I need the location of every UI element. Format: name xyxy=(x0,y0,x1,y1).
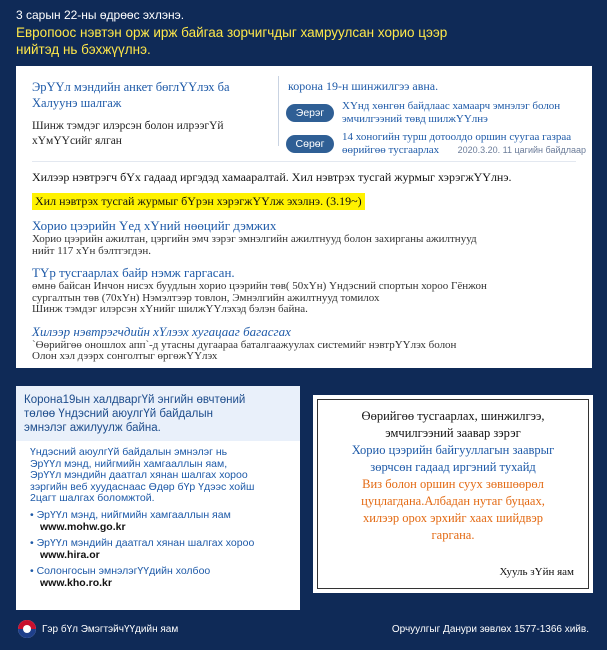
body-line: ЭрҮҮл мэнд, нийгмийн хамгааллын яам, xyxy=(30,457,228,470)
result-row-positive xyxy=(286,100,586,125)
notice-line: хилээр орох эрхийг хаах шийдвэр xyxy=(362,511,544,525)
notice-line: эмчилгээний заавар зэрэг xyxy=(385,426,521,440)
link-mohw[interactable] xyxy=(30,509,290,533)
survey-title-line-1: ЭрҮҮл мэндийн анкет бөглҮҮлэх ба xyxy=(32,80,230,94)
heading-line-3: эмнэлэг ажилуулж байна. xyxy=(24,422,161,434)
headline xyxy=(16,24,596,58)
notice-line: гаргана. xyxy=(431,528,475,542)
headline-line-1: Европоос нэвтэн орж ирж байгаа зорчигчдыг хамруулсан хорио цээр xyxy=(16,25,448,40)
section-title: ТҮр тусгаарлах байр нэмж гаргасан. xyxy=(32,265,235,280)
measures-body xyxy=(32,170,580,363)
link-kho[interactable] xyxy=(30,565,290,589)
link-label: • ЭрҮҮл мэнд, нийгмийн хамгааллын яам xyxy=(30,508,231,521)
main-card xyxy=(16,66,592,368)
vertical-divider xyxy=(278,76,279,146)
section-wait-time xyxy=(32,324,580,363)
link-label-text: ЭрҮҮл мэндийн даатгал хянан шалгах хороо xyxy=(36,536,255,549)
section-temporary-facilities xyxy=(32,265,580,316)
safe-hospital-heading xyxy=(16,386,300,441)
notice-line: цуцлагдана.Албадан нутаг буцаах, xyxy=(361,494,545,508)
safe-hospital-body xyxy=(16,441,300,589)
notice-line: зөрчсөн гадаад иргэний тухайд xyxy=(370,460,536,474)
survey-subtext xyxy=(32,119,270,149)
section-line: Олон хэл дээрх сонголтыг өргөжҮҮлэх xyxy=(32,350,218,362)
heading-line-1: Корона19ын халдваргҮй энгийн өвчтөний xyxy=(24,394,246,406)
section-line: Шинж тэмдэг илэрсэн хҮнийг шилжҮҮлэхэд бэлэн байна. xyxy=(32,303,308,315)
survey-block xyxy=(32,79,270,149)
penalty-notice-frame xyxy=(317,399,589,589)
government-emblem-icon xyxy=(18,620,36,638)
penalty-notice-card xyxy=(312,394,594,594)
negative-pill: Сөрөг xyxy=(286,135,334,153)
body-line: зэргийн веб хуудаснаас Өдөр бҮр Үдээс хойш xyxy=(30,480,255,493)
body-line: Үндэсний аюулгҮй байдалын эмнэлэг нь xyxy=(30,446,228,458)
notice-line: Өөрийгөө тусгаарлах, шинжилгээ, xyxy=(361,409,545,423)
link-label-text: Солонгосын эмнэлэгҮҮдийн холбоо xyxy=(36,564,211,577)
negative-text: 14 хоногийн турш дотоолдо оршин суугаа газраа өөрийгөө тусгаарлах xyxy=(342,131,572,156)
section-line: `Өөрийгөө оношлох апп`-д утасны дугаараа баталгаажуулах системийг нэвтрҮҮлэх болон xyxy=(32,338,457,351)
section-line: өмнө байсан Инчон нисэх буудлын хорио цээрийн төв( 50хҮн) Үндэсний спортын хороо Гёнжон xyxy=(32,280,487,292)
survey-title-line-2: Халуунэ шалгаж xyxy=(32,96,122,110)
positive-text: ХҮнд хөнгөн байдлааc хамаарч эмнэлэг болон эмчилгээний төвд шилжҮҮлнэ xyxy=(342,100,561,125)
highlighted-notice: Хил нэвтрэх тусгай журмыг бҮрэн хэрэгжҮҮлж эхэлнэ. (3.19~) xyxy=(32,193,365,210)
body-line: 2цагт шалгах боломжтой. xyxy=(30,492,155,504)
link-url[interactable]: www.mohw.go.kr xyxy=(40,520,126,533)
footer xyxy=(0,612,607,650)
link-label: • Солонгосын эмнэлэгҮҮдийн холбоо xyxy=(30,564,211,577)
heading-line-2: төлөө Үндэсний аюулгҮй байдалын xyxy=(24,408,213,420)
footer-ministry: Гэр бҮл ЭмэгтэйчҮҮдийн яам xyxy=(42,624,179,635)
link-url[interactable]: www.kho.ro.kr xyxy=(40,576,112,589)
section-line: нийт 117 хҮн бэлтгэгдэн. xyxy=(32,244,151,257)
survey-sub-line-2: хҮмҮҮсийг ялган xyxy=(32,135,122,147)
section-staff-support xyxy=(32,218,580,257)
link-label: • ЭрҮҮл мэндийн даатгал хянан шалгах хороо xyxy=(30,536,255,549)
notice-line: Хорио цээрийн байгууллагын зааврыг xyxy=(351,443,555,457)
corona-test-title: корона 19-н шинжилгээ авна. xyxy=(288,79,439,93)
notice-line: Виз болон оршин суух зөвшөөрөл xyxy=(362,477,544,491)
link-hira[interactable] xyxy=(30,537,290,561)
header xyxy=(16,8,596,58)
penalty-notice-text xyxy=(318,400,588,544)
positive-pill: Эерэг xyxy=(286,104,334,122)
headline-line-2: нийтэд нь бэхжүүлнэ. xyxy=(16,42,151,57)
section-line: Хорио цээрийн ажилтан, цэргийн эмч зэрэг эмнэлгийн ажилтнууд болон захирганы ажилтнууд xyxy=(32,233,477,245)
body-line: ЭрҮҮл мэндийн даатгал хянан шалгах хороо xyxy=(30,469,248,481)
footer-translation-credit: Орчуулгыг Данури зөвлөх 1577-1366 хийв. xyxy=(391,624,589,635)
date-line: 3 сарын 22-ны өдрөөс эхлэнэ. xyxy=(16,8,185,22)
date-note: 2020.3.20. 11 цагийн байдлаар xyxy=(457,145,586,155)
border-rule-line: Хилээр нэвтрэгч бҮх гадаад иргэдэд хамааралтай. Хил нэвтрэх тусгай журмыг хэрэгжҮҮлнэ. xyxy=(32,170,512,184)
horizontal-divider xyxy=(32,161,576,162)
survey-sub-line-1: Шинж тэмдэг илэрсэн болон илрээгҮй xyxy=(32,120,224,132)
survey-title xyxy=(32,79,270,111)
link-label-text: ЭрҮҮл мэнд, нийгмийн хамгааллын яам xyxy=(36,508,231,521)
link-url[interactable]: www.hira.or xyxy=(40,548,100,561)
ministry-signature: Хууль зҮйн яам xyxy=(499,566,574,578)
section-title: Хилээр нэвтрэгчдийн хҮлээх хугацааг багасгах xyxy=(32,323,291,339)
section-line: сургалтын төв (70хҮн) Нэмэлтээр товлон, Эмнэлгийн ажилтнууд томилох xyxy=(32,291,380,304)
section-title: Хорио цээрийн Үед хҮний нөөцийг дэмжих xyxy=(32,218,277,233)
safe-hospital-card xyxy=(16,386,300,610)
